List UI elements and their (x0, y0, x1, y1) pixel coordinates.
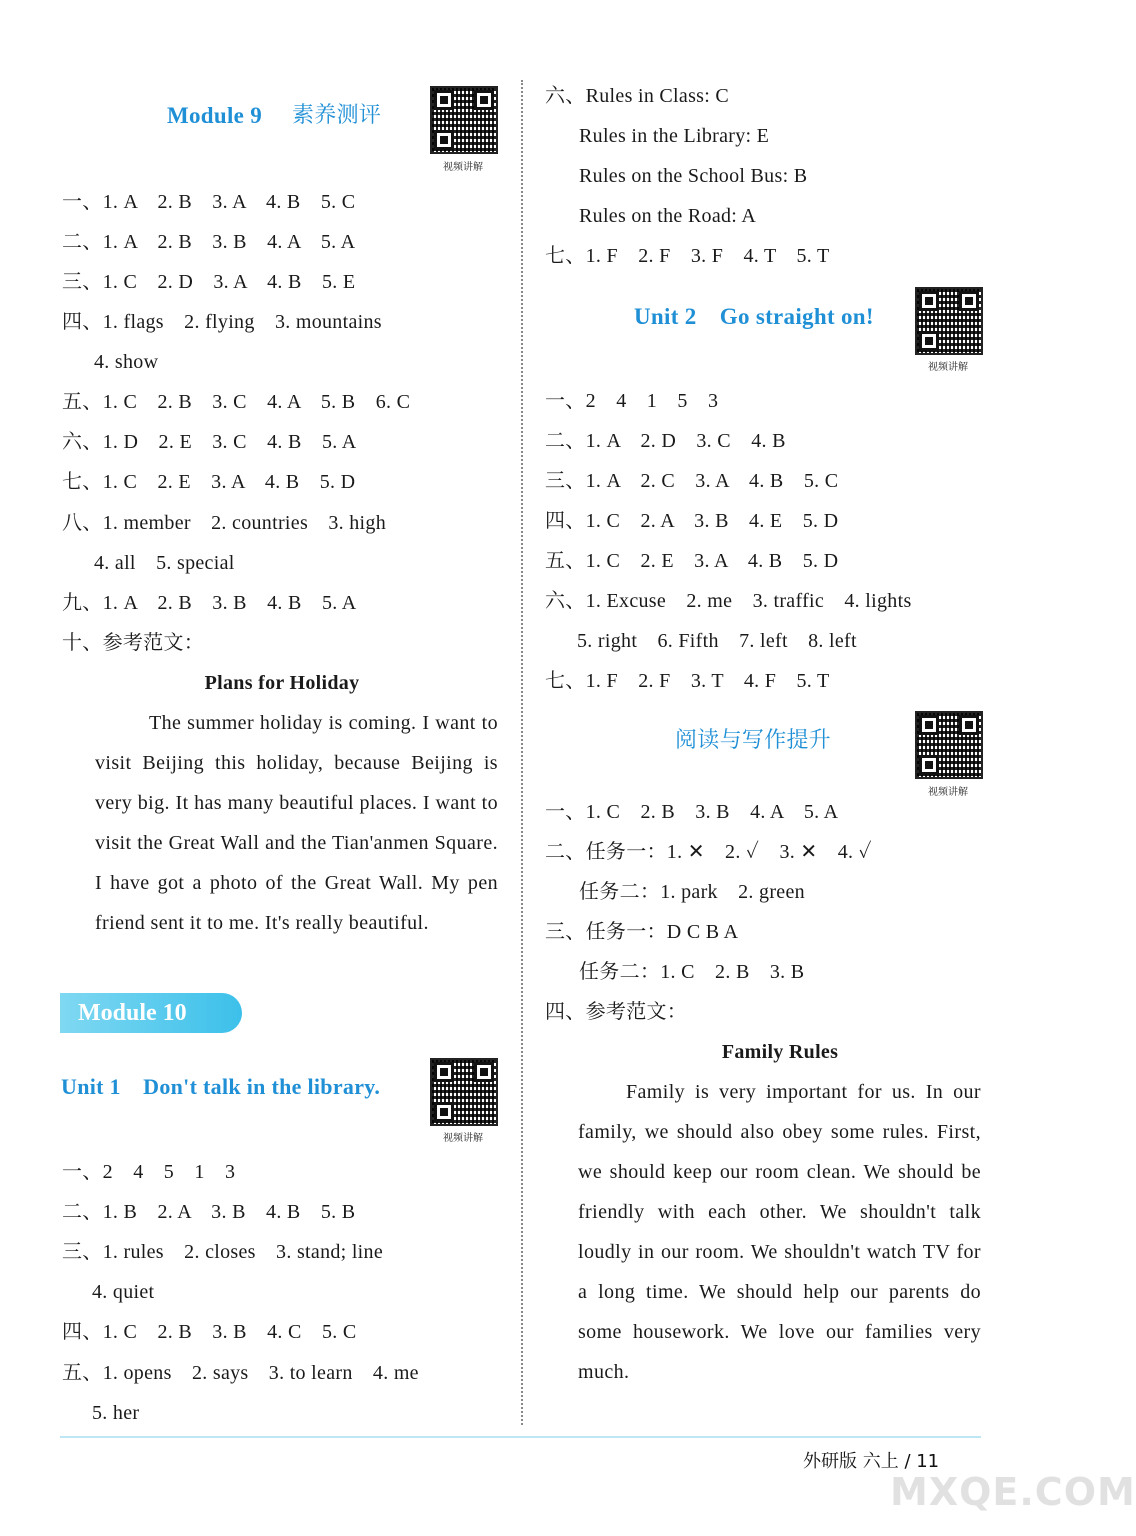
answer-row: 三、1. C 2. D 3. A 4. B 5. E (62, 271, 356, 293)
answer-row: 4. all 5. special (94, 552, 235, 574)
essay-paragraph: Family is very important for us. In our family, we should also obey some rules. First, we should keep our room clean. We should be friendly with each other. We shouldn't talk loudly in our room. We shouldn't watch TV for a long time. We should help our parents do some housework. We love our families very much. (578, 1081, 981, 1383)
answer-row: 任务二：1. C 2. B 3. B (579, 961, 805, 983)
reading-title: 阅读与写作提升 (675, 728, 832, 753)
qr-caption: 视频讲解 (443, 1133, 483, 1144)
answer-row: 二、任务一：1. ✕ 2. ✓ 3. ✕ 4. ✓ (545, 841, 872, 863)
answer-row: 四、1. flags 2. flying 3. mountains (62, 311, 382, 333)
bottom-rule (60, 1436, 981, 1438)
module10-badge: Module 10 (60, 993, 242, 1033)
unit2-title: Unit 2 Go straight on! (634, 304, 874, 329)
qr-caption: 视频讲解 (928, 362, 968, 373)
essay-paragraph: The summer holiday is coming. I want to visit Beijing this holiday, because Beijing is very big. It has many beautiful places. I want to visit the Great Wall and the Tian'anmen Square. I have got a photo of the Great Wall. My pen friend sent it to me. It's really beautiful. (95, 712, 498, 934)
answer-row: 七、1. F 2. F 3. T 4. F 5. T (545, 670, 830, 692)
qr-code-icon[interactable] (430, 1058, 498, 1126)
essay-title: Family Rules (721, 1041, 839, 1063)
qr-caption: 视频讲解 (928, 787, 968, 798)
answer-row: 4. show (94, 351, 159, 373)
qr-code-icon[interactable] (915, 287, 983, 355)
answer-row: 任务二：1. park 2. green (579, 881, 805, 903)
answer-row: 五、1. opens 2. says 3. to learn 4. me (62, 1362, 419, 1384)
answer-row: 二、1. A 2. D 3. C 4. B (545, 430, 786, 452)
answer-row: 七、1. C 2. E 3. A 4. B 5. D (62, 471, 356, 493)
module9-subtitle: 素养测评 (292, 103, 382, 128)
qr-caption: 视频讲解 (443, 162, 483, 173)
watermark: MXQE.COM (890, 1470, 1136, 1514)
answer-row: 四、1. C 2. A 3. B 4. E 5. D (545, 510, 839, 532)
answer-row: 二、1. A 2. B 3. B 4. A 5. A (62, 231, 356, 253)
answer-row: 4. quiet (92, 1281, 155, 1303)
qr-code-icon[interactable] (915, 711, 983, 779)
answer-row: 一、1. A 2. B 3. A 4. B 5. C (62, 191, 356, 213)
answer-row: Rules on the Road: A (579, 205, 757, 227)
answer-row: 二、1. B 2. A 3. B 4. B 5. B (62, 1201, 356, 1223)
answer-row: 三、任务一：D C B A (545, 921, 739, 943)
unit1-title: Unit 1 Don't talk in the library. (61, 1074, 381, 1099)
answer-row: 五、1. C 2. E 3. A 4. B 5. D (545, 550, 839, 572)
answer-row: 三、1. rules 2. closes 3. stand; line (62, 1241, 384, 1263)
qr-code-icon[interactable] (430, 86, 498, 154)
answer-row: 三、1. A 2. C 3. A 4. B 5. C (545, 470, 839, 492)
answer-row: 四、1. C 2. B 3. B 4. C 5. C (62, 1321, 357, 1343)
answer-row: Rules in the Library: E (579, 125, 770, 147)
answer-row: 一、2 4 1 5 3 (545, 390, 719, 412)
answer-row: 5. right 6. Fifth 7. left 8. left (577, 630, 857, 652)
answer-row: 六、1. Excuse 2. me 3. traffic 4. lights (545, 590, 912, 612)
essay-title: Plans for Holiday (204, 672, 360, 694)
column-divider (521, 80, 523, 1425)
answer-row: 六、1. D 2. E 3. C 4. B 5. A (62, 431, 357, 453)
answer-row: 六、Rules in Class: C (545, 85, 730, 107)
page-footer: 外研版 六上 / 11 (803, 1451, 940, 1472)
module9-title: Module 9 (167, 103, 263, 128)
answer-row: 十、参考范文： (62, 632, 205, 654)
answer-row: 一、1. C 2. B 3. B 4. A 5. A (545, 801, 839, 823)
answer-row: 八、1. member 2. countries 3. high (62, 512, 386, 534)
answer-row: 四、参考范文： (545, 1001, 688, 1023)
answer-row: 5. her (92, 1402, 140, 1424)
answer-row: Rules on the School Bus: B (579, 165, 808, 187)
answer-row: 九、1. A 2. B 3. B 4. B 5. A (62, 592, 357, 614)
answer-row: 七、1. F 2. F 3. F 4. T 5. T (545, 245, 830, 267)
answer-row: 一、2 4 5 1 3 (62, 1161, 236, 1183)
answer-row: 五、1. C 2. B 3. C 4. A 5. B 6. C (62, 391, 411, 413)
